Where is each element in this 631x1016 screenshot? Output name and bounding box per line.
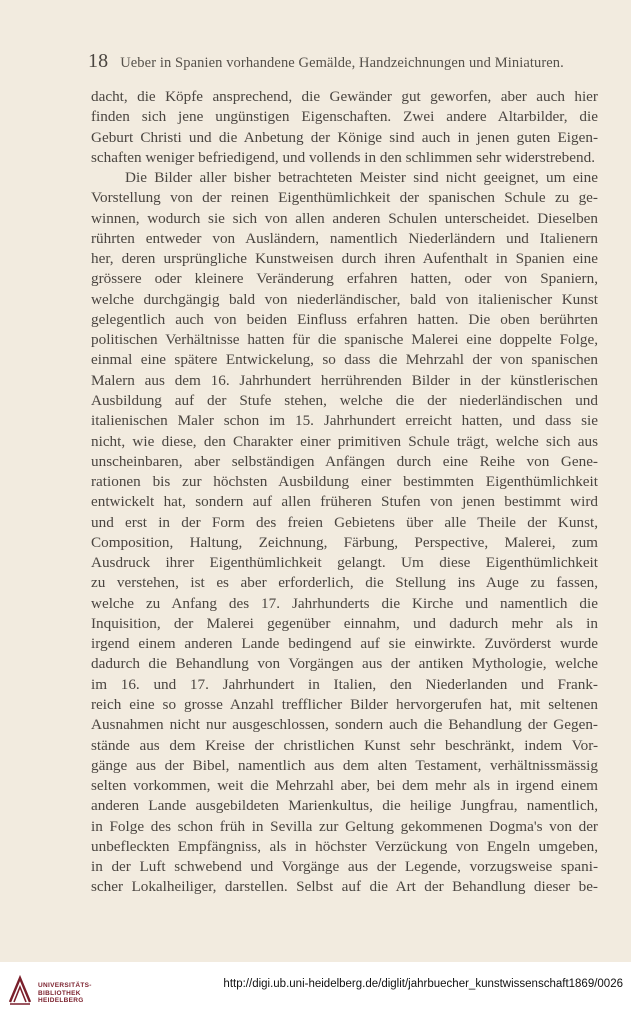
text-line: welche durchgängig bald von niederländischer, bald von italienischer Kunst: [91, 290, 598, 308]
text-line: entwickelt hat, sondern auf allen früheren Stufen von jenen bestimmt wird: [91, 493, 598, 511]
text-line: und erst in der Form des freien Gebietens über alle Theile der Kunst,: [91, 513, 598, 531]
text-line: finden sich jene ungünstigen Eigenschaften. Zwei andere Altarbilder, die: [91, 108, 598, 126]
running-title: Ueber in Spanien vorhandene Gemälde, Handzeichnungen und Miniaturen.: [120, 55, 564, 71]
text-line: welche zu Anfang des 17. Jahrhunderts die Kirche und namentlich die: [91, 594, 598, 612]
text-line: schaften weniger befriedigend, und vollends in den schlimmen sehr widerstrebend.: [91, 148, 595, 166]
text-line: in Folge des schon früh in Sevilla zur Geltung gekommenen Dogma's von der: [91, 817, 598, 835]
text-line: Inquisition, der Malerei gegenüber einnahm, und dadurch mehr als in: [91, 614, 598, 632]
text-line: rationen bis zur höchsten Ausbildung einer bestimmten Eigenthümlichkeit: [91, 473, 598, 491]
text-line: Composition, Haltung, Zeichnung, Färbung, Perspective, Malerei, zum: [91, 533, 598, 551]
text-line: unscheinbaren, aber selbständigen Anfängen durch eine Reihe von Gene-: [91, 452, 598, 470]
text-line: Ausdruck ihrer Eigenthümlichkeit gelangt. Um diese Eigenthümlichkeit: [91, 554, 598, 572]
text-line: selten vorkommen, weit die Mehrzahl aber, bei dem mehr als in irgend einem: [91, 777, 598, 795]
text-line: stände aus dem Kreise der christlichen Kunst sehr beschränkt, indem Vor-: [91, 736, 598, 754]
text-line: politischen Verhältnisse hatten für die spanische Malerei eine doppelte Folge,: [91, 331, 598, 349]
text-line: Die Bilder aller bisher betrachteten Meister sind nicht geeignet, um eine: [125, 169, 598, 187]
text-line: Malern aus dem 16. Jahrhundert herrührenden Bilder in der künstlerischen: [91, 371, 598, 389]
text-line: zu verstehen, ist es aber erforderlich, die Stellung ins Auge zu fassen,: [91, 574, 598, 592]
text-line: irgend einem anderen Lande bedingend auf sie einwirkte. Zuvörderst wurde: [91, 635, 598, 653]
library-name-line: BIBLIOTHEK: [38, 989, 81, 997]
library-name-line: UNIVERSITÄTS-: [38, 982, 92, 989]
text-line: italienischen Maler schon im 15. Jahrhundert erreicht hatten, und dass sie: [91, 412, 598, 430]
text-line: gelegentlich auch von beiden Einfluss erfahren hatten. Die oben berührten: [91, 310, 598, 328]
library-name-line: HEIDELBERG: [38, 997, 84, 1004]
text-line: her, deren ursprüngliche Kunstweisen durch ihren Aufenthalt in Spanien eine: [91, 250, 598, 268]
text-line: Geburt Christi und die Anbetung der Könige sind auch in jenen guten Eigen-: [91, 128, 598, 146]
running-head: [88, 50, 608, 73]
text-line: Ausbildung auf der Stufe stehen, welche die der niederländischen und: [91, 391, 598, 409]
body-text: [91, 87, 598, 898]
text-line: gänge aus der Bibel, namentlich aus dem alten Testament, verhältnissmässig: [91, 756, 598, 774]
text-line: in der Luft schwebend und Vorgänge aus der Legende, vorzugsweise spani-: [91, 858, 598, 876]
library-name: [38, 982, 92, 1005]
text-line: dacht, die Köpfe ansprechend, die Gewänder gut geworfen, aber auch hier: [91, 88, 598, 105]
university-library-logo-icon: [8, 974, 32, 1006]
text-line: dadurch die Behandlung von Vorgängen aus der antiken Mythologie, welche: [91, 655, 598, 673]
text-line: Vorstellung von der reinen Eigenthümlichkeit der spanischen Schule zu ge-: [91, 189, 598, 207]
text-line: winnen, wodurch sie sich von allen anderen Schulen unterscheidet. Dieselben: [91, 209, 598, 227]
text-line: nicht, wie diese, den Charakter einer primitiven Schule trägt, welche sich aus: [91, 432, 598, 450]
text-line: unbefleckten Empfängniss, als in höchster Verzückung von Engeln umgeben,: [91, 837, 598, 855]
text-line: scher Lokalheiliger, darstellen. Selbst auf die Art der Behandlung dieser be-: [91, 878, 598, 896]
source-url-link[interactable]: http://digi.ub.uni-heidelberg.de/diglit/jahrbuecher_kunstwissenschaft1869/0026: [223, 978, 623, 990]
page-number: 18: [88, 50, 109, 72]
text-line: anderen Lande ausgebildeten Marienkultus, die heilige Jungfrau, namentlich,: [91, 797, 598, 815]
text-line: rührten entweder von Ausländern, namentlich Niederländern und Italienern: [91, 229, 598, 247]
text-line: einmal eine spätere Entwickelung, so dass die Mehrzahl der von spanischen: [91, 351, 598, 369]
text-line: grössere oder kleinere Veränderung erfahren hatten, oder von Spaniern,: [91, 270, 598, 288]
text-line: Ausnahmen nicht nur ausgeschlossen, sondern auch die Behandlung der Gegen-: [91, 716, 598, 734]
text-line: im 16. und 17. Jahrhundert in Italien, den Niederlanden und Frank-: [91, 675, 598, 693]
text-line: reich eine so grosse Anzahl trefflicher Bilder hervorgerufen hat, mit seltenen: [91, 695, 598, 713]
